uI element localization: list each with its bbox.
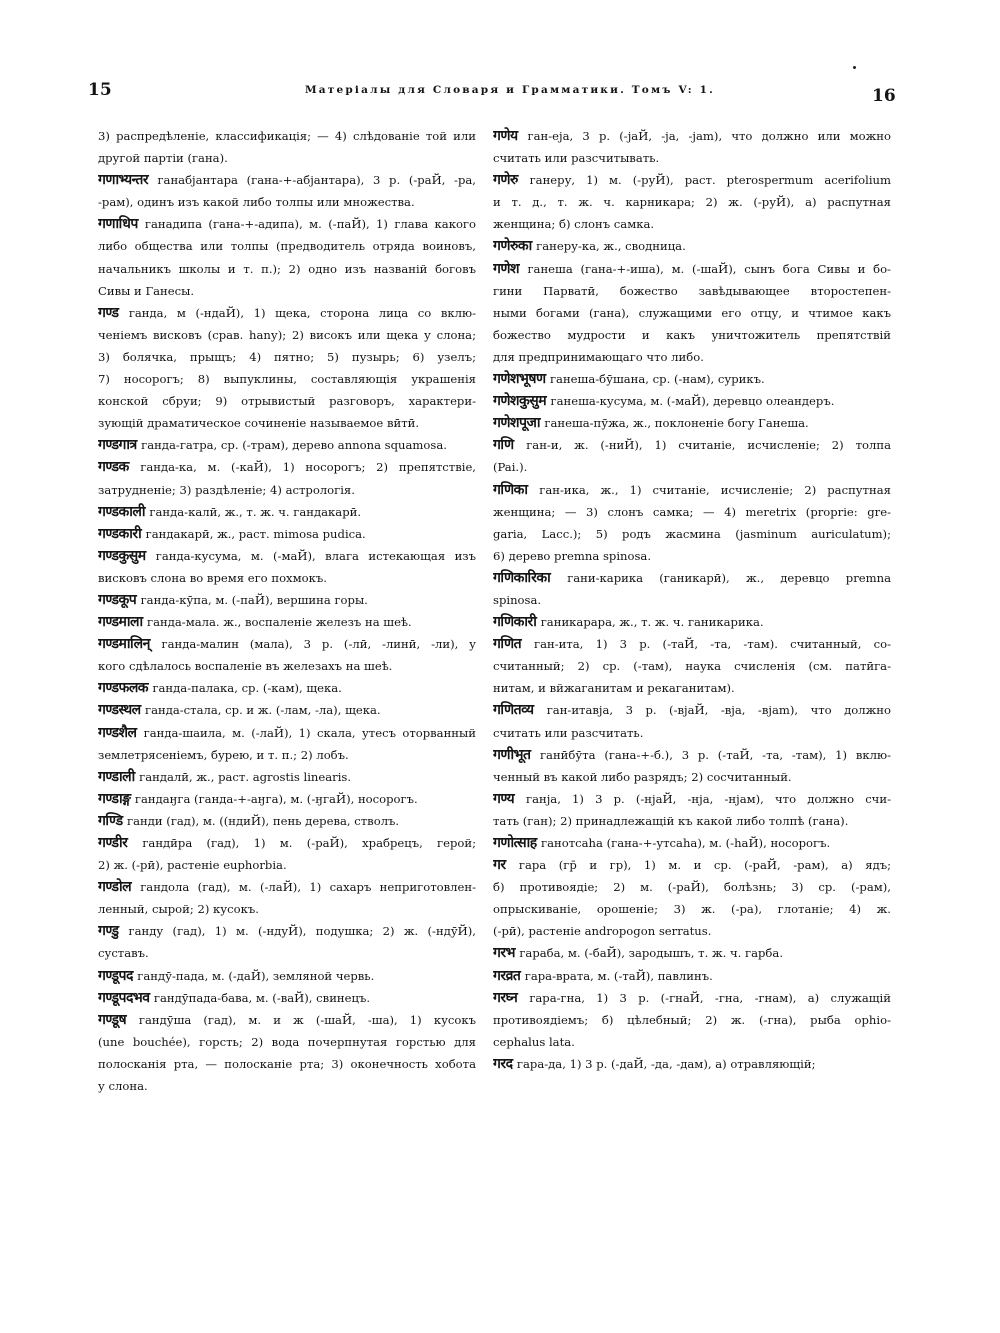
entry-line bbox=[98, 655, 476, 677]
entry-line bbox=[493, 501, 891, 523]
entry-text: зующій драматическое сочиненіе называемое вӣтӣ. bbox=[98, 416, 420, 431]
entry-line bbox=[98, 832, 476, 854]
entry-text: ганӣбӯта (гана-+-б.), 3 р. (-таЙ, -та, -там), 1) вклю- bbox=[539, 747, 891, 762]
devanagari-headword: गण्डि bbox=[98, 812, 128, 829]
devanagari-headword: गणेश bbox=[493, 260, 528, 277]
devanagari-headword: गण्य bbox=[493, 790, 526, 807]
entry-text: женщина; — 3) слонъ самка; — 4) meretrix (proprie: gre- bbox=[493, 504, 891, 519]
dictionary-entry bbox=[493, 567, 891, 611]
entry-line bbox=[98, 479, 476, 501]
entry-text: ганда, м (-ндаЙ), 1) щека, сторона лица со вклю- bbox=[128, 305, 476, 320]
devanagari-headword: गण्डस्थल bbox=[98, 702, 145, 719]
entry-line bbox=[493, 258, 891, 280]
dictionary-entry bbox=[98, 434, 476, 456]
dictionary-entry bbox=[493, 788, 891, 832]
entry-text: считанный; 2) ср. (-там), наука счисленія (см. патӣга- bbox=[493, 659, 891, 674]
entry-text: гара-врата, м. (-таЙ), павлинъ. bbox=[524, 968, 713, 983]
entry-text: ганда-гатра, ср. (-трам), дерево annona squamosa. bbox=[141, 438, 447, 453]
dictionary-entry bbox=[493, 1053, 891, 1075]
entry-text: ганда-шаила, м. (-лаЙ), 1) скала, утесъ оторванный bbox=[143, 725, 476, 740]
devanagari-headword: गण्डमाला bbox=[98, 614, 148, 631]
entry-line bbox=[98, 280, 476, 302]
entry-text: ганабjантара (гана-+-абjантара), 3 р. (-раЙ, -ра, bbox=[157, 173, 476, 188]
dictionary-entry bbox=[98, 920, 476, 964]
devanagari-headword: गण्डाली bbox=[98, 768, 140, 785]
entry-text: 3) распредѣленіе, классификація; — 4) слѣдованіе той или bbox=[98, 129, 476, 143]
entry-text: ган-ита, 1) 3 р. (-таЙ, -та, -там). считанный, со- bbox=[534, 637, 891, 652]
entry-line bbox=[493, 456, 891, 478]
devanagari-headword: गणिका bbox=[493, 481, 540, 498]
entry-text: ленный, сырой; 2) кусокъ. bbox=[98, 902, 259, 917]
entry-text: висковъ слона во время его похмокъ. bbox=[98, 570, 327, 585]
entry-text: другой партіи (гана). bbox=[98, 151, 228, 166]
entry-line bbox=[493, 147, 891, 169]
devanagari-headword: गर bbox=[493, 857, 519, 874]
devanagari-headword: गण्डूष bbox=[98, 1011, 139, 1028]
devanagari-headword: गणेरुका bbox=[493, 238, 537, 255]
devanagari-headword: गण्डु bbox=[98, 923, 129, 940]
entry-line bbox=[493, 722, 891, 744]
dictionary-entry bbox=[98, 456, 476, 500]
entry-line bbox=[98, 788, 476, 810]
entry-text: противоядіемъ; б) цѣлебный; 2) ж. (-гна), рыба ophio- bbox=[493, 1012, 891, 1027]
dictionary-entry bbox=[493, 235, 891, 257]
dictionary-entry bbox=[493, 987, 891, 1053]
entry-line bbox=[98, 898, 476, 920]
entry-line bbox=[493, 523, 891, 545]
entry-line bbox=[493, 368, 891, 390]
entry-line bbox=[493, 744, 891, 766]
dictionary-entry bbox=[493, 479, 891, 567]
entry-text: нитам, и вйжаганитам и рекаганитам). bbox=[493, 681, 735, 696]
entry-text: гара-да, 1) 3 р. (-даЙ, -да, -дам), а) отравляющій; bbox=[516, 1056, 816, 1071]
entry-text: у слона. bbox=[98, 1079, 148, 1094]
entry-line bbox=[98, 412, 476, 434]
entry-text: ными богами (гана), служащими его отцу, и чтимое какъ bbox=[493, 305, 891, 320]
dictionary-entry bbox=[98, 677, 476, 699]
dictionary-entry bbox=[493, 412, 891, 434]
dictionary-entry bbox=[493, 854, 891, 942]
entry-text: суставъ. bbox=[98, 946, 149, 961]
entry-line bbox=[98, 965, 476, 987]
entry-text: либо общества или толпы (предводитель отряда воиновъ, bbox=[98, 239, 476, 254]
entry-line bbox=[98, 987, 476, 1009]
dictionary-entry bbox=[493, 699, 891, 743]
devanagari-headword: गण्डाङ्ग bbox=[98, 790, 135, 807]
dictionary-entry bbox=[493, 434, 891, 478]
entry-text: затрудненіе; 3) раздѣленіе; 4) астрологія. bbox=[98, 482, 355, 497]
entry-line bbox=[98, 1009, 476, 1031]
entry-line bbox=[493, 611, 891, 633]
entry-text: гара-гна, 1) 3 р. (-гнаЙ, -гна, -гнам), а) служащій bbox=[529, 990, 891, 1005]
entry-line bbox=[98, 235, 476, 257]
entry-text: гандола (гад), м. (-лаЙ), 1) сахаръ неприготовлен- bbox=[140, 880, 476, 895]
dictionary-entry bbox=[98, 633, 476, 677]
entry-line bbox=[98, 876, 476, 898]
devanagari-headword: गणिकारिका bbox=[493, 569, 568, 586]
devanagari-headword: गण्डूपद bbox=[98, 967, 138, 984]
entry-text: опрыскиваніе, орошеніе; 3) ж. (-ра), глотаніе; 4) ж. bbox=[493, 902, 891, 917]
entry-text: ганда-малин (мала), 3 р. (-лӣ, -линӣ, -ли), у bbox=[161, 637, 476, 652]
entry-line bbox=[98, 169, 476, 191]
entry-line bbox=[98, 368, 476, 390]
entry-text: гандӣра (гад), 1) м. (-раЙ), храбрецъ, герой; bbox=[142, 836, 476, 850]
entry-text: для предпринимающаго что либо. bbox=[493, 349, 704, 364]
entry-line bbox=[98, 523, 476, 545]
entry-line bbox=[98, 213, 476, 235]
entry-line bbox=[493, 125, 891, 147]
entry-line bbox=[98, 147, 476, 169]
entry-line bbox=[493, 898, 891, 920]
left-column bbox=[98, 125, 476, 1097]
entry-text: гараба, м. (-баЙ), зародышъ, т. ж. ч. гарба. bbox=[519, 946, 784, 961]
entry-text: ганда-кӯпа, м. (-паЙ), вершина горы. bbox=[140, 592, 368, 607]
entry-text: полосканія рта, — полосканіе рта; 3) оконечность хобота bbox=[98, 1056, 476, 1071]
devanagari-headword: गण्ड bbox=[98, 304, 129, 321]
entry-text: ганикарара, ж., т. ж. ч. ганикарика. bbox=[540, 615, 764, 630]
entry-line bbox=[98, 699, 476, 721]
entry-text: землетрясеніемъ, бурею, и т. п.; 2) лобъ. bbox=[98, 747, 349, 762]
entry-line bbox=[493, 191, 891, 213]
entry-text: б) противоядіе; 2) м. (-раЙ), болѣзнь; 3) ср. (-рам), bbox=[493, 880, 891, 895]
entry-text: ченный въ какой либо разрядъ; 2) сосчитанный. bbox=[493, 769, 792, 784]
devanagari-headword: गण्डशैल bbox=[98, 724, 144, 741]
entry-line bbox=[493, 412, 891, 434]
devanagari-headword: गण्डकाली bbox=[98, 503, 150, 520]
dictionary-entry bbox=[98, 722, 476, 766]
entry-text: ганотсаһа (гана-+-утсаһа), м. (-һаЙ), носорогъ. bbox=[541, 836, 831, 850]
dictionary-entry bbox=[98, 766, 476, 788]
entry-text: ганда-палака, ср. (-кам), щека. bbox=[152, 681, 342, 696]
entry-line bbox=[98, 1075, 476, 1097]
entry-text: ган-ика, ж., 1) считаніе, исчисленіе; 2) распутная bbox=[539, 482, 891, 497]
entry-text: гандалӣ, ж., раст. agrostis linearis. bbox=[139, 769, 352, 784]
entry-line bbox=[98, 567, 476, 589]
entry-line bbox=[98, 1031, 476, 1053]
dictionary-entry bbox=[98, 832, 476, 876]
devanagari-headword: गण्डफलक bbox=[98, 680, 153, 697]
entry-text: гандӯша (гад), м. и ж (-шаЙ, -ша), 1) кусокъ bbox=[138, 1012, 476, 1027]
entry-line bbox=[493, 280, 891, 302]
entry-line bbox=[493, 324, 891, 346]
entry-line bbox=[98, 456, 476, 478]
devanagari-headword: गणेरु bbox=[493, 172, 530, 189]
devanagari-headword: गणीभूत bbox=[493, 746, 540, 763]
entry-line bbox=[493, 876, 891, 898]
dictionary-entry bbox=[493, 169, 891, 235]
entry-line bbox=[493, 434, 891, 456]
entry-line bbox=[98, 545, 476, 567]
entry-text: ганеру-ка, ж., сводница. bbox=[536, 239, 686, 254]
entry-line bbox=[98, 125, 476, 147]
dictionary-entry bbox=[493, 965, 891, 987]
devanagari-headword: गण्डकूप bbox=[98, 591, 141, 608]
entry-line bbox=[98, 346, 476, 368]
entry-text: и т. д., т. ж. ч. карникара; 2) ж. (-руЙ), а) распутная bbox=[493, 195, 891, 210]
dictionary-entry bbox=[98, 788, 476, 810]
entry-line bbox=[493, 235, 891, 257]
entry-text: ганеша-кусума, м. (-маЙ), деревцо олеандеръ. bbox=[550, 394, 835, 409]
running-title: Матеріалы для Словаря и Грамматики. Томъ V: 1. bbox=[304, 84, 716, 96]
devanagari-headword: गण्डकारी bbox=[98, 525, 146, 542]
entry-line bbox=[98, 589, 476, 611]
entry-line bbox=[493, 302, 891, 324]
devanagari-headword: गण्डीर bbox=[98, 835, 143, 851]
devanagari-headword: गण्डगात्र bbox=[98, 437, 142, 454]
entry-line bbox=[493, 390, 891, 412]
entry-text: -рам), одинъ изъ какой либо толпы или множества. bbox=[98, 195, 415, 210]
entry-line bbox=[98, 722, 476, 744]
entry-text: ган-итавjа, 3 р. (-вjaЙ, -вja, -вjam), что должно bbox=[546, 703, 891, 718]
entry-text: гандакарӣ, ж., раст. mimosa pudica. bbox=[145, 526, 366, 541]
entry-text: 3) болячка, прыщъ; 4) пятно; 5) пузырь; 6) узелъ; bbox=[98, 349, 476, 364]
entry-line bbox=[493, 633, 891, 655]
entry-line bbox=[493, 567, 891, 589]
entry-text: ганадипа (гана-+-адипа), м. (-паЙ), 1) глава какого bbox=[144, 217, 476, 232]
entry-line bbox=[493, 1009, 891, 1031]
entry-line bbox=[493, 655, 891, 677]
entry-text: божество мудрости и какъ уничтожитель препятствій bbox=[493, 327, 891, 342]
page-number-left: 15 bbox=[88, 80, 112, 100]
entry-text: считать или разсчитать. bbox=[493, 725, 644, 740]
entry-line bbox=[493, 810, 891, 832]
entry-text: гара (гр̄ и гр), 1) м. и ср. (-раЙ, -рам), а) ядъ; bbox=[518, 858, 891, 873]
dictionary-entry bbox=[493, 942, 891, 964]
entry-line bbox=[98, 434, 476, 456]
entry-line bbox=[98, 501, 476, 523]
entry-text: ганду (гад), 1) м. (-ндуЙ), подушка; 2) ж. (-ндӯЙ), bbox=[128, 924, 476, 939]
dictionary-entry bbox=[98, 611, 476, 633]
dictionary-entry bbox=[493, 744, 891, 788]
entry-text: ченіемъ висковъ (срав. hаnу); 2) високъ или щека у слона; bbox=[98, 327, 476, 342]
entry-text: тать (ган); 2) принадлежащій къ какой либо толпѣ (гана). bbox=[493, 813, 849, 828]
entry-line bbox=[493, 545, 891, 567]
dictionary-entry bbox=[98, 523, 476, 545]
entry-line bbox=[98, 766, 476, 788]
entry-line bbox=[493, 346, 891, 368]
entry-line bbox=[98, 744, 476, 766]
entry-text: гандӯпада-бава, м. (-ваЙ), свинецъ. bbox=[153, 990, 371, 1005]
entry-text: ганда-ка, м. (-каЙ), 1) носорогъ; 2) препятствіе, bbox=[140, 460, 476, 475]
entry-line bbox=[493, 213, 891, 235]
dictionary-entry bbox=[98, 810, 476, 832]
dictionary-entry bbox=[98, 302, 476, 435]
entry-line bbox=[98, 611, 476, 633]
entry-line bbox=[493, 854, 891, 876]
dictionary-entry bbox=[98, 1009, 476, 1097]
dictionary-entry bbox=[493, 832, 891, 854]
entry-text: считать или разсчитывать. bbox=[493, 151, 660, 166]
right-column bbox=[493, 125, 891, 1075]
entry-text: ганеша-бӯшана, ср. (-нам), сурикъ. bbox=[549, 372, 765, 387]
devanagari-headword: गणि bbox=[493, 437, 527, 454]
entry-text: ганда-стала, ср. и ж. (-лам, -ла), щека. bbox=[145, 703, 381, 718]
entry-line bbox=[98, 258, 476, 280]
entry-text: ганда-калӣ, ж., т. ж. ч. гандакарӣ. bbox=[149, 504, 362, 519]
entry-line bbox=[493, 699, 891, 721]
dictionary-entry bbox=[98, 169, 476, 213]
entry-text: (Paі.). bbox=[493, 460, 528, 475]
entry-text: 7) носорогъ; 8) выпуклины, составляющія украшенія bbox=[98, 372, 476, 387]
entry-line bbox=[493, 677, 891, 699]
devanagari-headword: गणोत्साह bbox=[493, 835, 542, 851]
entry-text: spinosa. bbox=[493, 592, 542, 607]
entry-text: ганда-кусума, м. (-маЙ), влага истекающая изъ bbox=[155, 548, 476, 563]
entry-line bbox=[98, 390, 476, 412]
devanagari-headword: गरद bbox=[493, 1055, 517, 1072]
dictionary-entry bbox=[98, 213, 476, 301]
entry-text: ганеша-пӯжа, ж., поклоненіе богу Ганеша. bbox=[544, 416, 809, 431]
dictionary-entry bbox=[98, 125, 476, 169]
page-number-right: 16 bbox=[872, 86, 896, 106]
dictionary-entry bbox=[493, 390, 891, 412]
entry-line bbox=[98, 1053, 476, 1075]
devanagari-headword: गणेय bbox=[493, 128, 528, 144]
dictionary-entry bbox=[98, 987, 476, 1009]
entry-line bbox=[493, 479, 891, 501]
entry-text: ганjа, 1) 3 р. (-нjaЙ, -нjа, -нjам), что должно счи- bbox=[526, 791, 891, 806]
devanagari-headword: गणितव्य bbox=[493, 702, 547, 719]
devanagari-headword: गणेशकुसुम bbox=[493, 393, 551, 410]
dictionary-entry bbox=[493, 633, 891, 699]
dictionary-entry bbox=[493, 611, 891, 633]
dictionary-entry bbox=[98, 545, 476, 589]
entry-line bbox=[493, 942, 891, 964]
entry-line bbox=[98, 920, 476, 942]
entry-line bbox=[98, 677, 476, 699]
entry-line bbox=[98, 942, 476, 964]
entry-text: женщина; б) слонъ самка. bbox=[493, 217, 655, 232]
entry-text: ганда-мала. ж., воспаленіе железъ на шеѣ. bbox=[147, 615, 412, 630]
devanagari-headword: गण्डक bbox=[98, 459, 141, 476]
dictionary-entry bbox=[98, 501, 476, 523]
entry-text: гини Парватӣ, божество завѣдывающее второстепен- bbox=[493, 283, 891, 298]
entry-line bbox=[98, 302, 476, 324]
devanagari-headword: गणिकारी bbox=[493, 614, 541, 631]
devanagari-headword: गण्डूपदभव bbox=[98, 989, 154, 1006]
devanagari-headword: गरघ्न bbox=[493, 989, 530, 1006]
entry-line bbox=[493, 832, 891, 854]
entry-line bbox=[493, 1031, 891, 1053]
entry-text: начальникъ школы и т. п.); 2) одно изъ названій боговъ bbox=[98, 261, 476, 276]
entry-text: cephalus lata. bbox=[493, 1034, 575, 1049]
devanagari-headword: गणेशपूजा bbox=[493, 415, 545, 432]
entry-text: гани-карика (ганикарӣ), ж., деревцо premna bbox=[567, 570, 891, 585]
devanagari-headword: गणित bbox=[493, 636, 534, 653]
entry-text: гандаӈга (ганда-+-аӈга), м. (-ӈгаЙ), носорогъ. bbox=[134, 791, 418, 806]
dictionary-entry bbox=[98, 699, 476, 721]
dictionary-entry bbox=[493, 368, 891, 390]
devanagari-headword: गणेशभूषण bbox=[493, 371, 550, 388]
devanagari-headword: गणाधिप bbox=[98, 216, 145, 233]
devanagari-headword: गरव्रत bbox=[493, 967, 525, 984]
entry-text: (une bouchée), горсть; 2) вода почерпнутая горстью для bbox=[98, 1034, 476, 1049]
entry-text: гандӯ-пада, м. (-даЙ), земляной червь. bbox=[137, 968, 375, 983]
entry-text: (-рӣ), растеніе andropogon serratus. bbox=[493, 924, 712, 939]
entry-text: конской сбруи; 9) отрывистый разговоръ, характери- bbox=[98, 394, 476, 409]
entry-line bbox=[493, 788, 891, 810]
entry-line bbox=[98, 191, 476, 213]
entry-line bbox=[493, 987, 891, 1009]
entry-text: 2) ж. (-рӣ), растеніе euphorbia. bbox=[98, 858, 287, 873]
dictionary-entry bbox=[98, 589, 476, 611]
entry-line bbox=[98, 633, 476, 655]
devanagari-headword: गण्डोल bbox=[98, 879, 141, 896]
dictionary-entry bbox=[98, 965, 476, 987]
entry-line bbox=[98, 810, 476, 832]
entry-text: ганеру, 1) м. (-руЙ), раст. pterospermum acerifolium bbox=[529, 173, 891, 188]
entry-line bbox=[493, 1053, 891, 1075]
entry-line bbox=[493, 920, 891, 942]
entry-line bbox=[98, 854, 476, 876]
devanagari-headword: गरभ bbox=[493, 945, 520, 962]
dictionary-entry bbox=[493, 125, 891, 169]
entry-text: garia, Lacc.); 5) родъ жасмина (jasminum auriculatum); bbox=[493, 526, 891, 541]
entry-line bbox=[493, 766, 891, 788]
print-speck bbox=[853, 66, 856, 69]
dictionary-entry bbox=[98, 876, 476, 920]
entry-line bbox=[493, 169, 891, 191]
entry-text: Сивы и Ганесы. bbox=[98, 283, 195, 298]
entry-text: ган-и, ж. (-ниЙ), 1) считаніе, исчисленіе; 2) толпа bbox=[526, 438, 891, 453]
devanagari-headword: गण्डमालिन् bbox=[98, 636, 162, 653]
entry-line bbox=[98, 324, 476, 346]
entry-text: кого сдѣлалось воспаленіе въ железахъ на шеѣ. bbox=[98, 659, 393, 674]
entry-text: ган-еja, 3 р. (-jaЙ, -ja, -jam), что должно или можно bbox=[527, 129, 891, 143]
devanagari-headword: गणाभ्यन्तर bbox=[98, 172, 158, 189]
entry-line bbox=[493, 589, 891, 611]
devanagari-headword: गण्डकुसुम bbox=[98, 547, 156, 564]
entry-text: 6) дерево premna spinosa. bbox=[493, 548, 652, 563]
entry-line bbox=[493, 965, 891, 987]
entry-text: ганди (гад), м. ((ндиЙ), пень дерева, стволъ. bbox=[127, 813, 400, 828]
entry-text: ганеша (гана-+-иша), м. (-шаЙ), сынъ бога Сивы и бо- bbox=[527, 261, 891, 276]
dictionary-entry bbox=[493, 258, 891, 368]
